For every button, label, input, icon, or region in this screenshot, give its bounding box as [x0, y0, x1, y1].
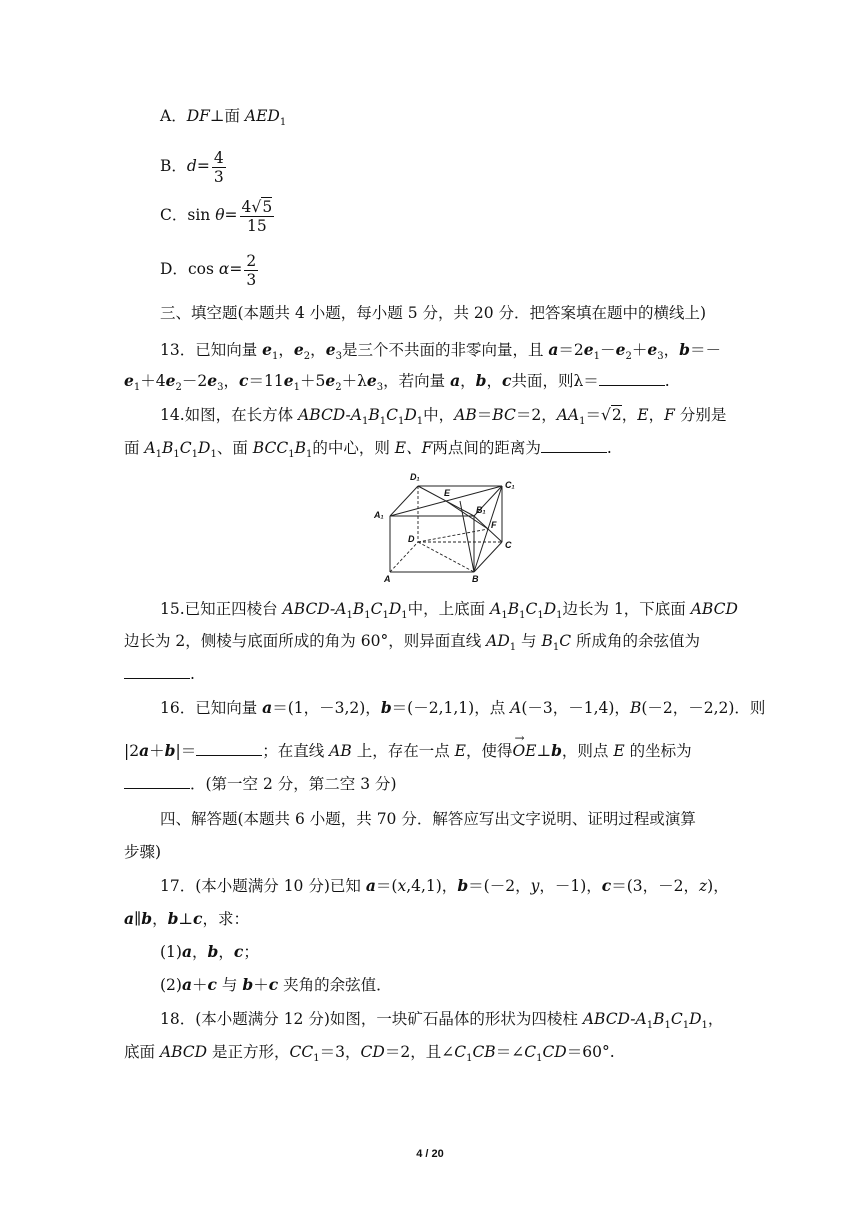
answer-blank[interactable] [124, 774, 190, 789]
option-a: A．DF⊥面 $AED_1$ [160, 107, 287, 129]
section3-title: 三、填空题(本题共 4 小题，每小题 5 分，共 20 分．把答案填在题中的横线上) [160, 304, 707, 322]
label-b1: B₁ [476, 505, 486, 515]
q18-line2: 底面 ABCD 是正方形，$CC_1=3$，CD＝2，且$\angle C_1CB=\angle C_1CD=60^\circ$. [124, 1043, 615, 1065]
section4-title-cont: 步骤) [124, 843, 162, 861]
label-a1: A₁ [374, 510, 384, 520]
option-c: C．sin θ= $\frac{4√5}{15}$ [160, 197, 273, 235]
q16-line2: |2a＋b|＝ ；在直线 AB 上，存在一点 E，使得→ OE⊥b，则点 E 的坐标为 [124, 739, 692, 763]
cuboid-figure [372, 468, 522, 588]
q17-part1: (1)a，b，c； [160, 942, 259, 961]
answer-blank[interactable] [599, 371, 665, 386]
label-a: A [384, 574, 391, 584]
q15-line3: . [124, 662, 195, 686]
label-d: D [408, 534, 415, 544]
label-f: F [491, 520, 497, 530]
label-b: B [472, 574, 479, 584]
answer-blank[interactable] [196, 741, 262, 756]
q17-line2: a∥b，b⊥c，求： [124, 909, 249, 928]
q13-line2: $e_1+4e_2-2e_3$，$c=11e_1+5e_2+\lambda e_3$，若向量 a，b，c共面，则λ＝ . [124, 371, 670, 394]
label-c1: C₁ [505, 480, 515, 490]
answer-blank[interactable] [541, 438, 607, 453]
answer-blank[interactable] [124, 664, 190, 679]
q15-line2: 边长为 2，侧棱与底面所成的角为 60°，则异面直线 $AD_1$ 与 $B_1C$ 所成角的余弦值为 [124, 632, 701, 654]
section4-title: 四、解答题(本题共 6 小题，共 70 分．解答应写出文字说明、证明过程或演算 [160, 810, 696, 828]
q17-part2: (2)a＋c 与 b＋c 夹角的余弦值． [160, 975, 392, 994]
q14-line1: 14.如图，在长方体 ABCD-$A_1B_1C_1D_1$中，AB＝BC＝2，$AA_1=√2$，E，F 分别是 [160, 406, 727, 428]
label-d1: D₁ [410, 472, 420, 482]
option-b: B．d= $\frac{4}{3}$ [160, 148, 224, 186]
q15-line1: 15.已知正四棱台 ABCD-$A_1B_1C_1D_1$中，上底面 $A_1B_1C_1D_1$边长为 1，下底面 ABCD [160, 600, 738, 622]
q17-line1: 17．(本小题满分 10 分)已知 a＝(x,4,1)，b＝(－2，y，－1)，c＝(3，－2，z)， [160, 876, 729, 895]
q14-line2: 面 $A_1B_1C_1D_1$、面 $BCC_1B_1$的中心，则 E、F两点间的距离为 . [124, 439, 612, 461]
label-e: E [444, 488, 451, 498]
q16-line1: 16．已知向量 a＝(1，－3,2)，b＝(－2,1,1)，点 A(－3，－1,4)，B(－2，－2,2)．则 [160, 698, 766, 717]
label-c: C [505, 540, 512, 550]
page-number: 4 / 20 [416, 1148, 444, 1160]
q16-line3: ．(第一空 2 分，第二空 3 分) [124, 772, 397, 796]
fraction: $\frac{2}{3}$ [246, 251, 257, 289]
vector-oe: → OE [512, 739, 536, 763]
q13-line1: 13．已知向量 $e_1$，$e_2$，$e_3$是三个不共面的非零向量，且 $a=2e_1-e_2+e_3$，b＝－ [160, 340, 721, 363]
fraction: $\frac{4}{3}$ [213, 148, 224, 186]
option-d: D．cos α= $\frac{2}{3}$ [160, 251, 257, 289]
q18-line1: 18．(本小题满分 12 分)如图，一块矿石晶体的形状为四棱柱 ABCD-$A_1B_1C_1D_1$， [160, 1010, 724, 1032]
fraction: $\frac{4√5}{15}$ [241, 197, 273, 235]
